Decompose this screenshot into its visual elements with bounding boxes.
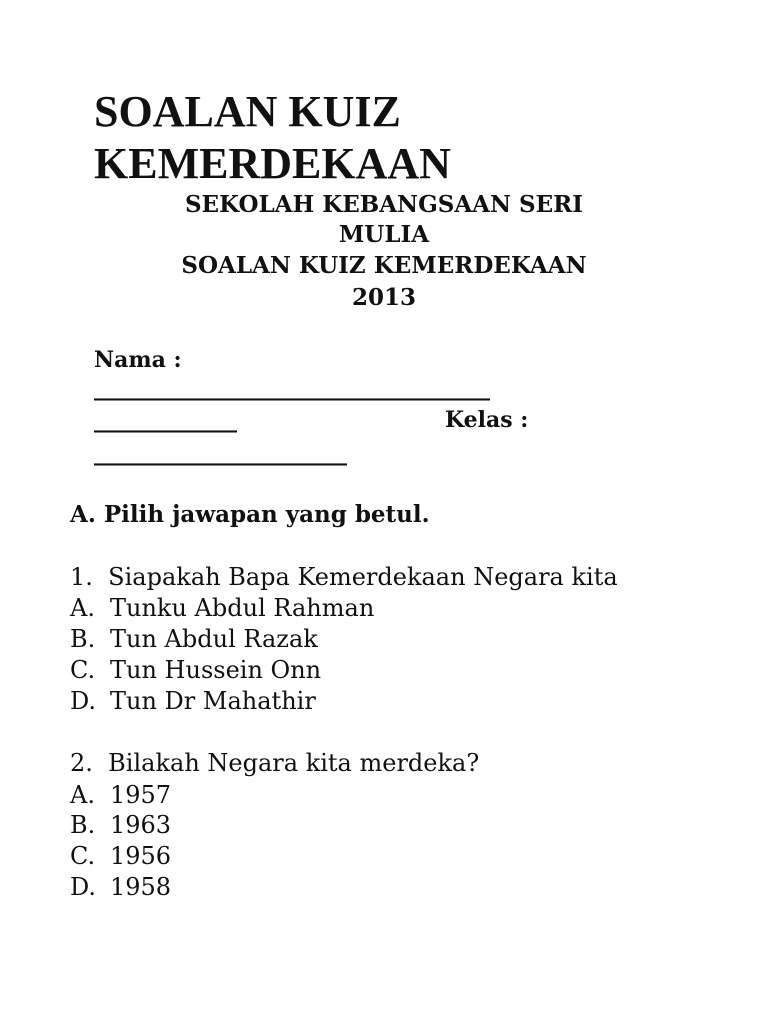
q1-option-d[interactable]: [70, 686, 316, 717]
option-text: Tunku Abdul Rahman: [110, 594, 375, 622]
question-number: 2.: [70, 749, 93, 777]
section-a-heading: A. Pilih jawapan yang betul.: [70, 501, 430, 528]
option-text: Tun Abdul Razak: [110, 625, 318, 653]
option-letter: C.: [70, 656, 96, 684]
option-letter: B.: [70, 625, 96, 653]
option-letter: D.: [70, 687, 97, 715]
option-text: 1956: [110, 842, 172, 870]
question-2: [70, 748, 479, 779]
question-text: Siapakah Bapa Kemerdekaan Negara kita: [108, 563, 618, 591]
q1-option-b[interactable]: [70, 624, 318, 655]
page-title-line-1: SOALAN KUIZ: [94, 87, 401, 136]
option-text: Tun Hussein Onn: [110, 656, 322, 684]
kelas-blank[interactable]: _______________________: [94, 440, 347, 466]
option-letter: B.: [70, 811, 96, 839]
school-name-line-1: SEKOLAH KEBANGSAAN SERI: [184, 191, 584, 218]
option-text: Tun Dr Mahathir: [110, 687, 316, 715]
option-text: 1958: [110, 873, 172, 901]
page-title: [94, 86, 451, 190]
option-letter: A.: [70, 594, 95, 622]
q2-option-c[interactable]: [70, 841, 171, 872]
option-text: 1963: [110, 811, 172, 839]
nama-blank[interactable]: ____________________________________: [94, 375, 490, 401]
question-1: [70, 562, 618, 593]
quiz-year: 2013: [351, 284, 416, 311]
option-text: 1957: [110, 781, 172, 809]
option-letter: A.: [70, 781, 95, 809]
q1-option-c[interactable]: [70, 655, 321, 686]
page-title-line-2: KEMERDEKAAN: [94, 139, 451, 188]
q2-option-a[interactable]: [70, 780, 171, 811]
kelas-label: Kelas :: [445, 407, 529, 433]
question-text: Bilakah Negara kita merdeka?: [108, 749, 480, 777]
q2-option-d[interactable]: [70, 872, 171, 903]
school-name-line-2: MULIA: [338, 221, 430, 248]
option-letter: C.: [70, 842, 96, 870]
question-number: 1.: [70, 563, 93, 591]
q1-option-a[interactable]: [70, 593, 374, 624]
option-letter: D.: [70, 873, 97, 901]
quiz-title-line: SOALAN KUIZ KEMERDEKAAN: [181, 252, 587, 279]
nama-label: Nama :: [94, 347, 182, 373]
q2-option-b[interactable]: [70, 810, 171, 841]
nama-blank-continued[interactable]: _____________: [94, 407, 237, 433]
